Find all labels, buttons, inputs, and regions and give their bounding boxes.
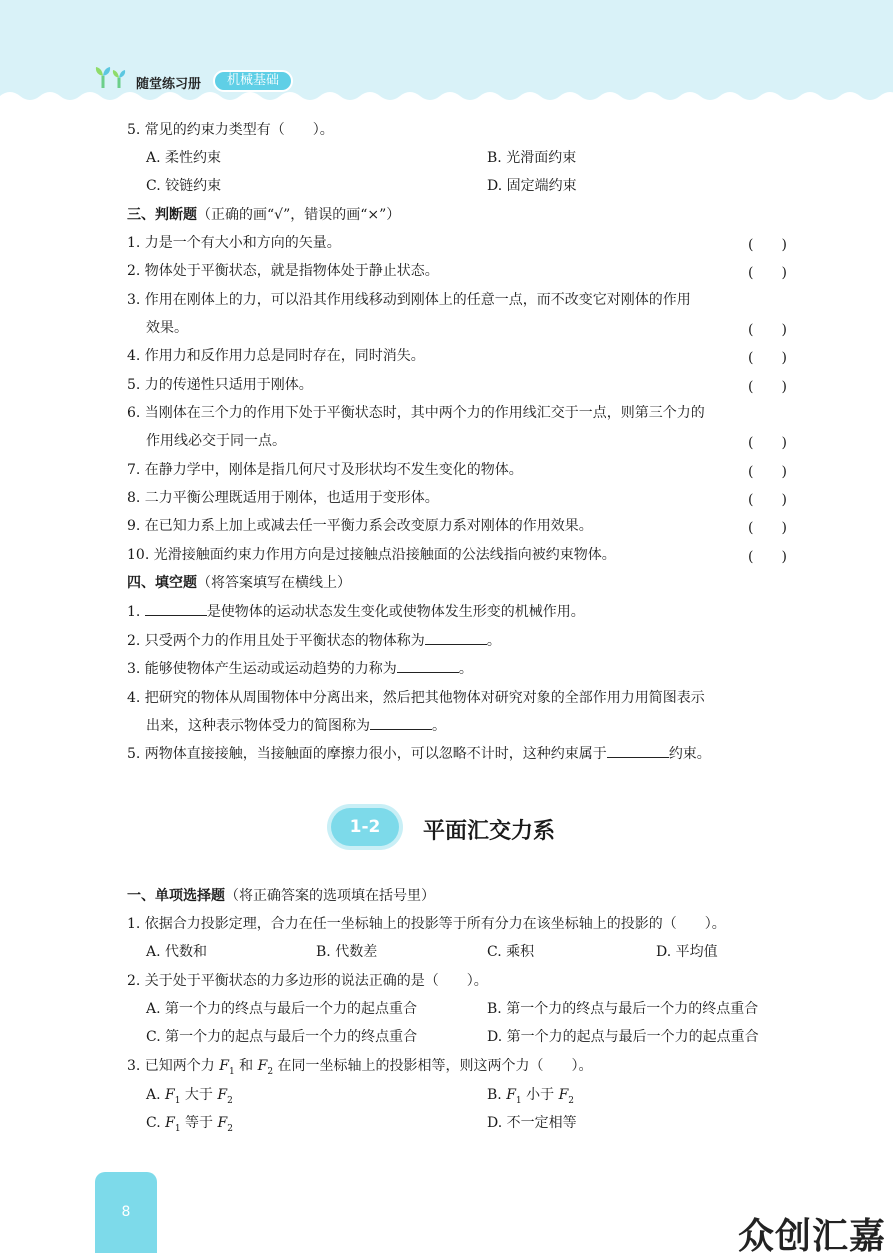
judge-item-3-cont: 效果。 [146,320,188,336]
mc-q5-option-b: B. 光滑面约束 [487,150,577,166]
judge-item-8: 8. 二力平衡公理既适用于刚体，也适用于变形体。 [127,490,439,506]
force-symbol: F [257,1058,268,1074]
mc2-q3-text-end: 在同一坐标轴上的投影相等，则这两个力（ ）。 [277,1058,593,1074]
mc2-q1-option-d: D. 平均值 [656,944,718,960]
fill-item-4-cont [146,717,446,735]
fill-q2-text: 2. 只受两个力的作用且处于平衡状态的物体称为 [127,633,425,649]
force-subscript: 1 [174,1123,181,1134]
judge-heading [127,206,400,224]
force-subscript: 2 [227,1123,233,1134]
mc2-q1-option-a: A. 代数和 [146,944,208,960]
answer-paren: ( ) [748,549,787,565]
fill-heading-note: （将答案填写在横线上） [197,575,351,591]
answer-paren: ( ) [748,322,787,338]
answer-paren: ( ) [748,350,787,366]
answer-paren: ( ) [748,435,787,451]
mc2-q3-and: 和 [239,1058,254,1074]
mc2-q2-option-a: A. 第一个力的终点与最后一个力的起点重合 [146,1001,418,1017]
mc-question-5: 5. 常见的约束力类型有（ ）。 [127,122,334,138]
force-symbol: F [165,1087,175,1103]
judge-item-4: 4. 作用力和反作用力总是同时存在，同时消失。 [127,348,425,364]
fill-item-3 [127,660,473,678]
option-letter: C. [146,1115,161,1131]
judge-item-2: 2. 物体处于平衡状态，就是指物体处于静止状态。 [127,263,439,279]
subject-badge: 机械基础 [213,70,293,92]
fill-q1-text: 是使物体的运动状态发生变化或使物体发生形变的机械作用。 [206,604,585,620]
answer-blank[interactable] [397,660,459,673]
force-symbol: F [219,1058,229,1074]
force-subscript: 2 [267,1066,274,1077]
answer-blank[interactable] [607,745,669,758]
judge-heading-label: 三、判断题 [127,207,197,223]
judge-item-10: 10. 光滑接触面约束力作用方向是过接触点沿接触面的公法线指向被约束物体。 [127,547,616,563]
judge-item-6-cont: 作用线必交于同一点。 [146,433,286,449]
force-symbol: F [217,1087,228,1103]
fill-item-5 [127,745,711,763]
header-wave [0,88,893,108]
mc2-question-2: 2. 关于处于平衡状态的力多边形的说法正确的是（ ）。 [127,973,488,989]
option-letter: B. [487,1087,502,1103]
mc2-q2-option-c: C. 第一个力的起点与最后一个力的终点重合 [146,1029,418,1045]
section-number-badge: 1-2 [331,808,399,846]
force-symbol: F [165,1115,175,1131]
mc-q5-option-d: D. 固定端约束 [487,178,577,194]
mc2-heading [127,887,435,905]
option-letter: A. [146,1087,161,1103]
force-subscript: 2 [227,1095,233,1106]
fill-q4-text: 出来，这种表示物体受力的简图称为 [146,718,370,734]
mc2-q3-option-b [487,1086,574,1110]
answer-paren: ( ) [748,492,787,508]
answer-paren: ( ) [748,379,787,395]
fill-q2-end: 。 [486,633,501,649]
force-symbol: F [506,1087,516,1103]
answer-blank[interactable] [145,603,207,616]
watermark-logo: 众创汇嘉 [738,1216,887,1253]
option-relation: 等于 [185,1115,214,1131]
fill-q1-number: 1. [127,604,145,620]
answer-paren: ( ) [748,265,787,281]
mc-q5-option-c: C. 铰链约束 [146,178,222,194]
series-title: 随堂练习册 [136,77,202,92]
mc2-q2-option-d: D. 第一个力的起点与最后一个力的起点重合 [487,1029,759,1045]
option-relation: 小于 [526,1087,555,1103]
mc2-q3-option-c [146,1114,233,1138]
fill-item-4: 4. 把研究的物体从周围物体中分离出来，然后把其他物体对研究对象的全部作用力用简图表示 [127,690,705,706]
mc2-q1-option-c: C. 乘积 [487,944,535,960]
mc2-q1-option-b: B. 代数差 [316,944,378,960]
mc2-q3-option-d: D. 不一定相等 [487,1115,577,1131]
fill-item-1 [127,603,585,621]
mc2-q2-option-b: B. 第一个力的终点与最后一个力的终点重合 [487,1001,759,1017]
fill-q3-end: 。 [458,661,473,677]
judge-item-5: 5. 力的传递性只适用于刚体。 [127,377,313,393]
judge-heading-note: （正确的画“√”，错误的画“×”） [197,207,401,223]
judge-item-9: 9. 在已知力系上加上或减去任一平衡力系会改变原力系对刚体的作用效果。 [127,518,593,534]
sprout-logo-icon [95,64,131,90]
mc-q5-option-a: A. 柔性约束 [146,150,222,166]
mc2-question-3 [127,1057,593,1081]
force-symbol: F [558,1087,569,1103]
section-title: 平面汇交力系 [423,819,556,844]
page-number-tab: 8 [95,1172,157,1253]
answer-paren: ( ) [748,464,787,480]
fill-item-2 [127,632,501,650]
mc2-heading-note: （将正确答案的选项填在括号里） [225,888,435,904]
fill-q3-text: 3. 能够使物体产生运动或运动趋势的力称为 [127,661,397,677]
header-band [0,0,893,100]
mc2-question-1: 1. 依据合力投影定理，合力在任一坐标轴上的投影等于所有分力在该坐标轴上的投影的（ ）。 [127,916,726,932]
judge-item-6: 6. 当刚体在三个力的作用下处于平衡状态时，其中两个力的作用线汇交于一点，则第三个力的 [127,405,705,421]
fill-q5-text: 5. 两物体直接接触，当接触面的摩擦力很小，可以忽略不计时，这种约束属于 [127,746,607,762]
judge-item-1: 1. 力是一个有大小和方向的矢量。 [127,235,341,251]
fill-q4-end: 。 [432,718,446,734]
force-subscript: 1 [174,1095,181,1106]
mc2-q3-text-start: 3. 已知两个力 [127,1058,215,1074]
fill-heading-label: 四、填空题 [127,575,197,591]
answer-paren: ( ) [748,237,787,253]
force-subscript: 1 [515,1095,522,1106]
answer-blank[interactable] [370,717,432,730]
force-symbol: F [217,1115,228,1131]
judge-item-3: 3. 作用在刚体上的力，可以沿其作用线移动到刚体上的任意一点，而不改变它对刚体的作用 [127,292,691,308]
fill-q5-end: 约束。 [668,746,711,762]
force-subscript: 2 [568,1095,575,1106]
force-subscript: 1 [228,1066,235,1077]
mc2-q3-option-a [146,1086,233,1110]
answer-blank[interactable] [425,632,487,645]
mc2-heading-label: 一、单项选择题 [127,888,225,904]
answer-paren: ( ) [748,520,787,536]
judge-item-7: 7. 在静力学中，刚体是指几何尺寸及形状均不发生变化的物体。 [127,462,523,478]
option-relation: 大于 [184,1087,213,1103]
fill-heading [127,574,351,592]
